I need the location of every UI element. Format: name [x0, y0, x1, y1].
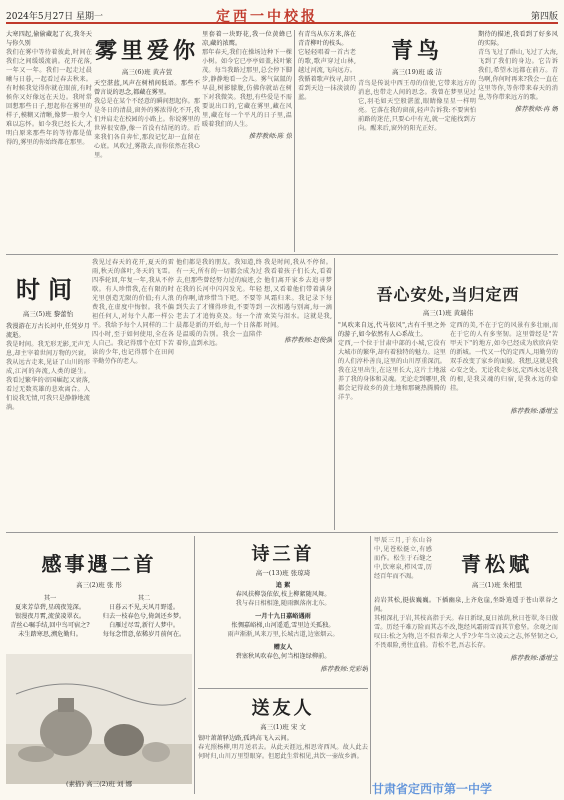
article-wuli-col3: 里套着一块野花,我一位黄蜂已凉,藏的浓鹰。 那年春天,我们在操场边种下一棵小树。如今它已亭亭如盖,枝叶繁茂。每当我路过那里,总会停下脚步,静静地看一会儿。雾气氤氲的早晨,树影朦胧,仿佛你就站在树下对我微笑。我想,有些爱是不需要说出口的,它藏在雾里,藏在风里,藏在每一个平凡的日子里,温暖着我们的人生。 推荐教师:陈 惊	[202, 31, 292, 140]
article-wuxin	[338, 258, 558, 530]
column-divider	[194, 536, 195, 794]
article-title: 青松赋	[461, 552, 533, 576]
article-byline: 高三(1)班 宋 文	[260, 723, 306, 731]
article-title: 雾里爱你	[94, 39, 199, 64]
paper-name: 定西一中校报	[216, 9, 318, 25]
poem-1: 其一 夏来芳草碧,星疏夜笼深。 银漫夜月霄,流萤凌翠衣。 青丝心嘱手结,回中鸟可宿之? 未生踏寒思,溯危勤归。	[10, 595, 90, 638]
article-body: 青鸟是传说中西王母的信使,它带来远方的消息,也带走人间的思念。我曾在梦里见过它,羽毛如天空般湛蓝,眼睛像星星一样明亮。它落在我的窗前,轻声告诉我:不要害怕前路的迷茫,只要心中有光,就一定能找到方向。醒来后,窗外的阳光正好。	[358, 80, 476, 132]
article-ganshi	[6, 536, 192, 794]
sketch-caption: (素描) 高三(2)班 刘 娜	[66, 780, 132, 788]
article-body: 我漫游在万古长河中,任凭岁月流逝。 我是时间。我无形无影,无声无息,却主宰着世间万物的兴衰。我从远古走来,见证了山川的形成,江河的奔流,人类的诞生。我看过繁华的帝国崛起又衰落,看过无数英雄的悲欢离合。人们说我无情,可我只是静静地流淌。	[6, 323, 90, 411]
section-divider	[6, 532, 558, 533]
page-header	[6, 6, 558, 24]
article-title: 吾心安处,当归定西	[376, 285, 520, 304]
article-byline: 高一(13)班 张琼琦	[255, 569, 311, 577]
article-title: 青鸟	[390, 39, 443, 64]
article-shi	[198, 536, 368, 686]
article-qingniao-col1: 有青鸟从东方来,落在青青柳叶的枝头。 它轻轻唱着一首古老的歌,歌声穿过山林,越过河流,飞向远方。我循着歌声找寻,却只看到天边一抹淡淡的蓝。	[298, 31, 356, 101]
article-title: 诗三首	[251, 544, 315, 565]
article-top	[374, 536, 558, 592]
article-qingsong	[374, 536, 558, 794]
article-shijian-col4: 我是时间,我从不停留。我看着孩子们长大,看着他们离开家乡去追寻梦想,又看着他们带着满身风霜归来。我记录下每一次相遇与别离,每一滴欢笑与泪水。这就是我,时间。 推荐教师:赵俊强	[264, 259, 332, 344]
issue-date: 2024年5月27日 星期一	[6, 12, 103, 22]
poem-2: 其二 日暮云不见,天风月野遥。 归去一枝春色兮,倚剑还乡梦。 白雁过尽雪,新行人梦中。 每每念惜意,依稀岁月前何在。	[102, 595, 186, 638]
article-shijian-col2: 我见过春天的花开,夏天的雷雨,秋天的落叶,冬天的飞雪。四季轮回,年复一年,我从不停歇。有人珍惜我,在有限的时光里创造无限的价值;有人浪费我,在虚度中悔恨。我不偏袒任何人,对每个人都一样公平。我给予每个人同样的二十四小时,至于如何使用,全在各人自己。我记得那个在灯下苦读的少年,也记得那个在田间辛勤劳作的老人。	[92, 259, 174, 365]
article-body: 银叶萧萧驿边路,孤鸿高飞入云间。 春光照杨柳,明月送君去。从此天涯远,相思寄西风。故人此去何时归,山川万里望眼穿。但愿此生常相见,共饮一壶故乡酒。	[198, 735, 368, 760]
column-divider	[294, 30, 295, 252]
article-wuli-col1: 大寒四起,偷偷藏起了衣,我冬天与你久别 我们在雾中等待着彼此,时间在我们之间缓缓流淌。花开花落,一年又一年。我们一起走过晨曦与日暮,一起看过春去秋来。有时候我觉得你就在眼前,有时候你又好像远在天边。我时常回想那些日子,想起你在雾里的样子,模糊又清晰,像梦一般令人难以忘怀。如今我已经长大,才明白原来那些年的等待都是值得的,雾里的你始终都在那里。	[6, 31, 92, 146]
article-columns	[338, 321, 558, 402]
article-qingniao-col3: 期待的描述,我看到了好多风的实际。 青鸟飞过了群山,飞过了大海,飞到了我们的身边。它告诉我们,希望永远都在前方。青鸟啊,你何时再来?我会一直在这里等你,等你带来春天的消息,等你带来远方的歌。 推荐教师:冉 婿	[478, 31, 558, 113]
article-wuli	[94, 30, 200, 252]
article-intro: 甲辰三月,于东山谷中,见苍松挺立,有感而作。松生于石缝之中,饮寒泉,栉风雪,历经百年而不凋。	[374, 537, 432, 580]
article-qingniao	[358, 30, 476, 252]
article-byline: 高三(6)班 黄卉萱	[121, 68, 173, 76]
column-divider	[334, 258, 335, 530]
article-sign: 推荐教师:陈 惊	[248, 132, 292, 140]
poem-pair	[6, 594, 192, 639]
column-divider	[370, 536, 371, 794]
article-shijian-col3: 他们都是我的朋友。我知道,终有一天,所有的一切都会成为过去,但那些曾经努力过的痕迹,会在我的长河中闪闪发光。年轻的你啊,请珍惜当下吧。不要等到失去了才懂得珍贵,不要等到老去了才追悔莫及。每一个清晨都是新的开始,每一个日落都是温暖的告别。我会一直陪伴着你,直到永远。	[176, 259, 262, 347]
article-byline: 高三(2)班 张 彤	[76, 581, 122, 589]
article-byline: 高三(5)班 黎蕾怡	[22, 310, 74, 318]
article-body-col2: 定西的美,不在于它的风景有多壮丽,而在于它的人有多坚韧。这里曾经是"苦甲天下"的地方,如今已经成为欣欣向荣的新城。一代又一代的定西人,用勤劳的双手改变了家乡的面貌。我想,这就是我心安之处。无论我走多远,定西永远是我的根,是我灵魂的归宿,是我永远的牵挂。	[450, 322, 558, 392]
article-title: 送友人	[251, 698, 315, 719]
article-sign: 推荐教师:潘增宝	[510, 407, 558, 415]
poem-zhuixu: 追 絮 春风扶柳袅依依,枝上柳絮随风舞。 我与春日相相逢,随雨飘落南北东。	[235, 582, 331, 607]
article-sign: 推荐教师:冉 婿	[514, 105, 558, 113]
article-songyou	[198, 692, 368, 794]
poem-jiayu: 一月十九日嘉峪遇雨 怅惆嘉峪梯,山河遥遥,雪里边关孤独。 雨声渐渐,风来万里,长城古道,边塞烟云。	[227, 613, 339, 638]
article-sign: 推荐教师:赵俊强	[284, 336, 332, 344]
sketch-drawing	[6, 654, 192, 784]
article-byline: 高三(1)班 黄瑞伟	[422, 309, 474, 317]
sketch-illustration	[6, 654, 192, 788]
article-body: "风吹来自远,代马依风",古有千里之外的游子,如今依然有人心系故土。 定西,一个位于甘肃中部的小城,它没有大城市的繁华,却有着独特的魅力。这里的人们淳朴善良,这里的山川厚重深沉。我在这里出生,在这里长大,这片土地滋养了我的身体和灵魂。无论走到哪里,我都会记得故乡的黄土地和那碗热腾腾的洋芋。	[338, 322, 446, 401]
article-body: 岩岩其松,挺拔巍巍。下插幽泉,上齐危崖,坐卧逍遥于苍山翠谷之间。 其根深扎于岩,其枝高指于天。春日新绿,夏日浓荫,秋日苍翠,冬日傲雪。历经千难万险而其志不改,饱经风霜雨雪而其节愈坚。余观之而叹曰:松之为物,岂不似吾辈之人乎?少年当立凌云之志,怀坚韧之心,不畏艰险,勇往直前。青松不老,吾志长存。	[374, 597, 558, 649]
article-sign: 推荐教师:潘增宝	[510, 654, 558, 662]
article-title: 时间	[16, 276, 80, 304]
watermark: 甘肃省定西市第一中学	[372, 782, 493, 796]
section-divider	[198, 688, 368, 689]
section-divider	[6, 254, 558, 255]
article-sign: 推荐教师:党彩娟	[320, 665, 368, 673]
article-body: 天空湛蓝,风声在树梢间低语。那些不曾言说的思念,都藏在雾里。 我总是在某个不经意的瞬间想起你。那是冬日的清晨,窗外的雾浓得化不开,我们并肩走在校园的小路上。你说雾里的世界很安静,像一首没有结尾的诗。后来我们各自奔忙,那段记忆却一直留在心底。风吹过,雾散去,而你依然在我心里。	[94, 80, 200, 159]
poem-zengyou: 赠友人 碧塞秋风吹春色,何当相逢绿柳前。	[235, 644, 331, 660]
page-number: 第四版	[530, 12, 558, 22]
article-shijian	[6, 258, 90, 530]
article-byline: 高三(19)班 戚 洁	[392, 68, 442, 76]
article-title: 感事遇二首	[41, 552, 157, 576]
article-byline: 高三(1)班 朱相里	[471, 581, 523, 589]
